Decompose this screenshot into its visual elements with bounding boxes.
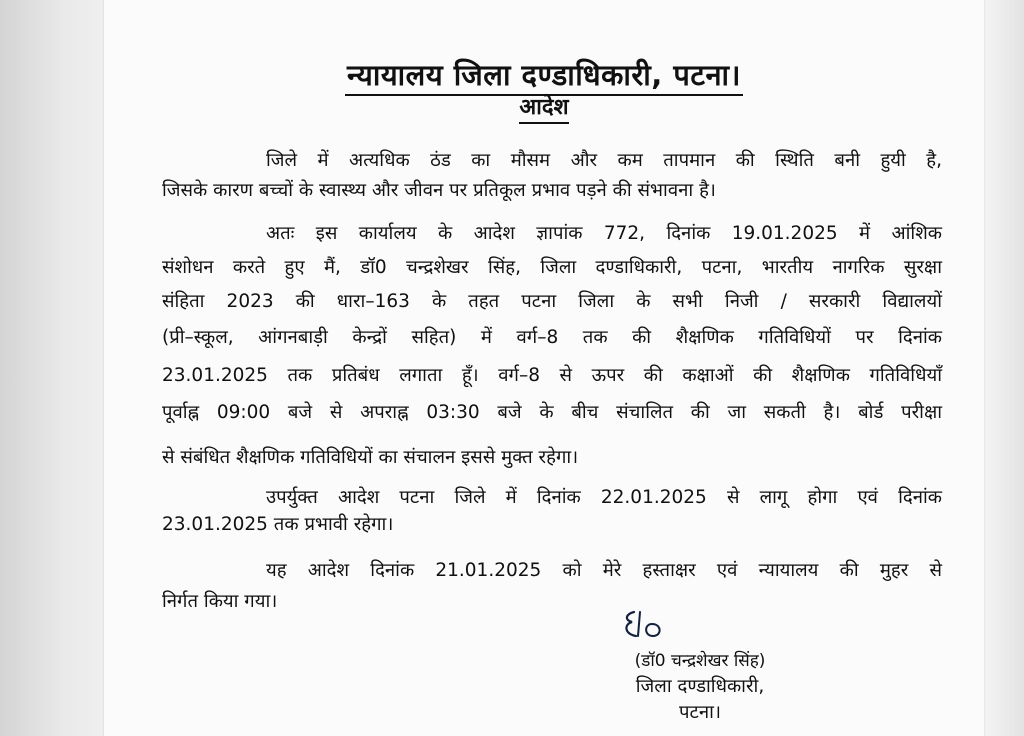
scan-background-left [0, 0, 104, 736]
paragraph-4-line-2: निर्गत किया गया। [162, 591, 278, 612]
paragraph-2-line-7: से संबंधित शैक्षणिक गतिविधियों का संचालन इससे मुक्त रहेगा। [162, 447, 579, 468]
document-title-text: न्यायालय जिला दण्डाधिकारी, पटना। [345, 56, 743, 96]
paragraph-3-line-2: 23.01.2025 तक प्रभावी रहेगा। [162, 514, 394, 535]
paragraph-1-line-2: जिसके कारण बच्चों के स्वास्थ्य और जीवन पर प्रतिकूल प्रभाव पड़ने की संभावना है। [162, 180, 716, 201]
signatory-block [570, 648, 830, 726]
document-subtitle-text: आदेश [519, 94, 568, 124]
paragraph-3-line-1: उपर्युक्त आदेश पटना जिले में दिनांक 22.01.2025 से लागू होगा एवं दिनांक [266, 487, 942, 508]
signatory-place: पटना। [679, 702, 721, 723]
signatory-designation: जिला दण्डाधिकारी, [635, 676, 765, 697]
handwritten-signature [616, 606, 686, 646]
paragraph-2-line-2: संशोधन करते हुए मैं, डॉ0 चन्द्रशेखर सिंह, जिला दण्डाधिकारी, पटना, भारतीय नागरिक सुरक्षा [162, 257, 942, 278]
scan-background-right [984, 0, 1024, 736]
document-title [104, 56, 984, 96]
paragraph-4-line-1: यह आदेश दिनांक 21.01.2025 को मेरे हस्ताक्षर एवं न्यायालय की मुहर से [266, 560, 942, 581]
document-page [104, 0, 984, 736]
paragraph-1-line-1: जिले में अत्यधिक ठंड का मौसम और कम तापमान की स्थिति बनी हुयी है, [266, 150, 942, 171]
paragraph-2-line-5: 23.01.2025 तक प्रतिबंध लगाता हूँ। वर्ग–8 से ऊपर की कक्षाओं की शैक्षणिक गतिविधियाँ [162, 365, 942, 386]
paragraph-2-line-1: अतः इस कार्यालय के आदेश ज्ञापांक 772, दिनांक 19.01.2025 में आंशिक [266, 223, 942, 244]
paragraph-2-line-6: पूर्वाह्न 09:00 बजे से अपराह्न 03:30 बजे के बीच संचालित की जा सकती है। बोर्ड परीक्षा [162, 402, 942, 423]
paragraph-2-line-3: संहिता 2023 की धारा–163 के तहत पटना जिला के सभी निजी / सरकारी विद्यालयों [162, 291, 942, 312]
paragraph-2-line-4: (प्री–स्कूल, आंगनबाड़ी केन्द्रों सहित) में वर्ग–8 तक की शैक्षणिक गतिविधियों पर दिनांक [162, 327, 942, 348]
signatory-name: (डॉ0 चन्द्रशेखर सिंह) [634, 651, 766, 671]
document-subtitle [104, 94, 984, 124]
